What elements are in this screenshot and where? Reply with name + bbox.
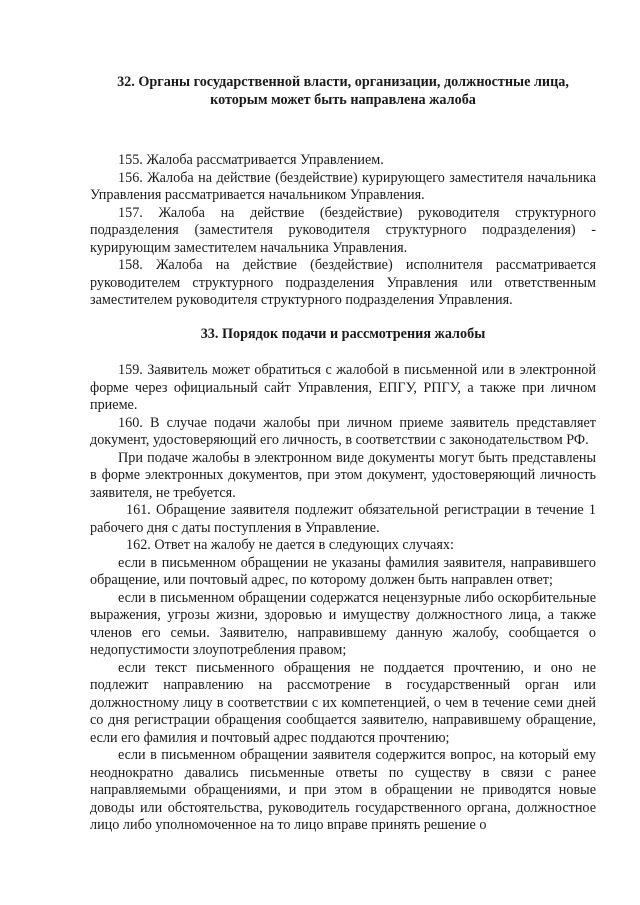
paragraph-156: 156. Жалоба на действие (бездействие) курирующего заместителя начальника Управления рассматривается начальником Управления. [90,169,596,203]
list-item-repeated-question: если в письменном обращении заявителя содержится вопрос, на который ему неоднократно давались письменные ответы по существу в связи с ранее направляемыми обращениями, и при этом в обращении не приводятся новые доводы или обстоятельства, руководитель государственного органа, должностное лицо либо уполномоченное на то лицо вправе принять решение о [90,747,596,833]
list-item-unreadable-text: если текст письменного обращения не поддается прочтению, и оно не подлежит направлению на рассмотрение в государственный орган или должностному лицу в соответствии с их компетенцией, о чем в течение семи дней со дня регистрации обращения сообщается заявителю, направившему обращение, если его фамилия и почтовый адрес поддаются прочтению; [90,659,596,746]
paragraph-159: 159. Заявитель может обратиться с жалобой в письменной или в электронной форме через официальный сайт Управления, ЕПГУ, РПГУ, а также при личном приеме. [90,362,596,413]
section-32-heading: 32. Органы государственной власти, организации, должностные лица, которым может быть направлена жалоба [117,74,569,108]
list-item-no-name-address: если в письменном обращении не указаны фамилия заявителя, направившего обращение, или почтовый адрес, по которому должен быть направлен ответ; [90,554,596,588]
section-33-heading: 33. Порядок подачи и рассмотрения жалобы [200,325,486,342]
paragraph-electronic-submission: При подаче жалобы в электронном виде документы могут быть представлены в форме электронных документов, при этом документ, удостоверяющий личность заявителя, не требуется. [90,449,596,501]
paragraph-161: 161. Обращение заявителя подлежит обязательной регистрации в течение 1 рабочего дня с даты поступления в Управление. [90,502,596,536]
paragraph-162: 162. Ответ на жалобу не дается в следующих случаях: [126,537,454,553]
paragraph-160: 160. В случае подачи жалобы при личном приеме заявитель представляет документ, удостоверяющий его личность, в соответствии с законодательством РФ. [90,414,596,448]
paragraph-158: 158. Жалоба на действие (бездействие) исполнителя рассматривается руководителем структурного подразделения Управления или ответственным заместителем руководителя структурного подразделения Управления. [90,257,596,308]
paragraph-157: 157. Жалоба на действие (бездействие) руководителя структурного подразделения (заместителя руководителя структурного подразделения) - курирующим заместителем начальника Управления. [90,204,596,256]
document-page [90,74,596,835]
list-item-obscene-language: если в письменном обращении содержатся нецензурные либо оскорбительные выражения, угрозы жизни, здоровью и имуществу должностного лица, а также членов его семьи. Заявителю, направившему данную жалобу, сообщается о недопустимости злоупотребления правом; [90,589,596,658]
paragraph-155: 155. Жалоба рассматривается Управлением. [118,152,384,168]
